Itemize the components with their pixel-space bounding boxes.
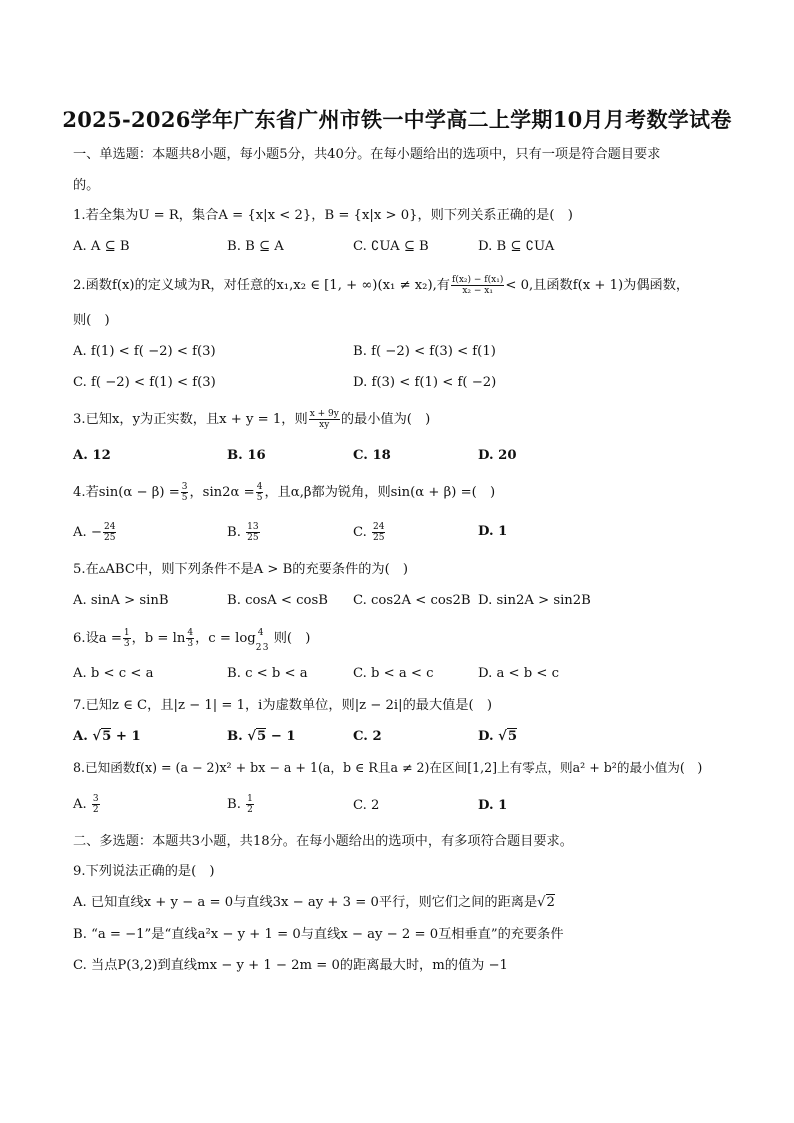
fraction-denominator: 2 — [247, 805, 253, 815]
question-8-option-b — [227, 794, 255, 815]
question-7-option-c: C. 2 — [353, 729, 382, 744]
question-8-option-a — [73, 794, 101, 815]
question-2-stem — [73, 275, 689, 296]
fraction-denominator: 25 — [373, 533, 385, 543]
question-3-fraction — [309, 409, 340, 430]
question-3-stem-part-a: 3.已知x，y为正实数，且x + y = 1，则 — [73, 412, 308, 427]
question-7-option-b: B. √5 − 1 — [227, 729, 296, 744]
question-2-stem-part-b: < 0,且函数f(x + 1)为偶函数， — [505, 278, 690, 293]
question-9-stem: 9.下列说法正确的是( ) — [73, 864, 215, 879]
question-7-option-d: D. √5 — [478, 729, 518, 744]
question-1-option-c: C. ∁UA ⊆ B — [353, 239, 429, 254]
question-2-option-b: B. f( −2) < f(3) < f(1) — [353, 344, 496, 359]
fraction-numerator: 4 — [187, 628, 194, 638]
question-3-stem-part-b: 的最小值为( ) — [340, 412, 431, 427]
question-2-option-c: C. f( −2) < f(1) < f(3) — [73, 375, 216, 390]
option-prefix: D. — [478, 729, 499, 744]
question-8-stem: 8.已知函数f(x) = (a − 2)x² + bx − a + 1(a，b ∈ R且a ≠ 2)在区间[1,2]上有零点，则a² + b²的最小值为( ) — [73, 760, 703, 775]
section-single-choice-heading-cont: 的。 — [73, 178, 100, 193]
question-5-stem: 5.在▵ABC中，则下列条件不是A > B的充要条件的为( ) — [73, 562, 409, 577]
radicand: 2 — [546, 895, 555, 910]
option-prefix: B. — [227, 525, 241, 540]
option-text: A. 已知直线x + y − a = 0与直线3x − ay + 3 = 0平行，则它们之间的距离是 — [73, 895, 538, 910]
question-1-option-a: A. A ⊆ B — [73, 239, 130, 254]
fraction-denominator: 2 — [92, 805, 99, 815]
log-den: 3 — [262, 642, 269, 653]
option-fraction — [372, 522, 385, 543]
question-2-stem-part-a: 2.函数f(x)的定义域为R，对任意的x₁,x₂ ∈ [1, + ∞)(x₁ ≠ x₂),有 — [73, 278, 450, 293]
question-5-option-d: D. sin2A > sin2B — [478, 593, 591, 608]
question-9-option-c: C. 当点P(3,2)到直线mx − y + 1 − 2m = 0的距离最大时，m的值为 −1 — [73, 958, 508, 973]
fraction-numerator: 4 — [256, 482, 263, 492]
question-6-option-b: B. c < b < a — [227, 666, 308, 681]
question-6-fraction-2 — [186, 628, 194, 649]
question-3-option-b: B. 16 — [227, 448, 266, 463]
question-2-fraction — [451, 275, 504, 296]
question-6-stem — [73, 627, 311, 653]
fraction-denominator: 5 — [256, 493, 263, 503]
fraction-numerator: x + 9y — [309, 409, 339, 419]
fraction-denominator: 25 — [247, 533, 259, 543]
log-sup-num: 4 — [257, 627, 264, 638]
fraction-denominator: 3 — [123, 639, 130, 649]
section-multi-choice-heading: 二、多选题：本题共3小题，共18分。在每小题给出的选项中，有多项符合题目要求。 — [73, 834, 573, 849]
question-1-option-b: B. B ⊆ A — [227, 239, 284, 254]
fraction-denominator: xy — [319, 420, 330, 430]
question-4-fraction-1 — [181, 482, 189, 503]
question-4-stem-part-b: ，sin2α = — [189, 485, 255, 500]
question-6-stem-part-b: ，b = ln — [131, 631, 186, 646]
log-base: 2 — [255, 642, 262, 653]
option-fraction — [246, 522, 259, 543]
section-single-choice-heading: 一、单选题：本题共8小题，每小题5分，共40分。在每小题给出的选项中，只有一项是符合题目要求 — [73, 147, 661, 162]
question-6-stem-part-c: ，c = log — [195, 631, 256, 646]
question-3-stem — [73, 409, 430, 430]
question-9-option-a: A. 已知直线x + y − a = 0与直线3x − ay + 3 = 0平行，则它们之间的距离是√2 — [73, 895, 555, 910]
question-9-option-b: B. “a = −1”是“直线a²x − y + 1 = 0与直线x − ay − 2 = 0互相垂直”的充要条件 — [73, 927, 564, 942]
option-prefix: B. — [227, 797, 241, 812]
question-6-stem-part-d: 则( ) — [273, 631, 311, 646]
question-3-option-c: C. 18 — [353, 448, 391, 463]
fraction-denominator: 25 — [103, 533, 116, 543]
fraction-numerator: 1 — [247, 794, 253, 804]
question-4-option-b — [227, 522, 261, 543]
radicand: 5 — [102, 729, 112, 744]
question-1-option-d: D. B ⊆ ∁UA — [478, 239, 555, 254]
fraction-numerator: 3 — [181, 482, 188, 492]
question-7-stem: 7.已知z ∈ C，且|z − 1| = 1，i为虚数单位，则|z − 2i|的最大值是( ) — [73, 698, 493, 713]
option-prefix: A. − — [73, 525, 102, 540]
radicand: 5 — [257, 729, 267, 744]
question-4-option-a — [73, 522, 117, 543]
question-5-option-a: A. sinA > sinB — [73, 593, 169, 608]
question-8-option-c: C. 2 — [353, 798, 380, 813]
fraction-numerator: 3 — [92, 794, 99, 804]
fraction-denominator: 3 — [187, 639, 194, 649]
option-prefix: C. — [353, 525, 367, 540]
option-prefix: B. — [227, 729, 248, 744]
question-6-option-d: D. a < b < c — [478, 666, 560, 681]
fraction-numerator: 24 — [103, 522, 116, 532]
fraction-numerator: 1 — [123, 628, 130, 638]
question-3-option-a: A. 12 — [73, 448, 111, 463]
fraction-numerator: 13 — [247, 522, 259, 532]
question-4-stem-part-c: ，且α,β都为锐角，则sin(α + β) =( ) — [264, 485, 496, 500]
option-prefix: A. — [73, 797, 87, 812]
question-4-fraction-2 — [256, 482, 264, 503]
question-4-stem — [73, 482, 495, 503]
question-6-option-c: C. b < a < c — [353, 666, 434, 681]
question-6-log-sub — [255, 627, 274, 653]
option-prefix: A. — [73, 729, 93, 744]
question-4-option-c — [353, 522, 386, 543]
option-fraction — [103, 522, 116, 543]
question-2-stem-cont: 则( ) — [73, 313, 110, 328]
question-3-option-d: D. 20 — [478, 448, 517, 463]
question-2-option-d: D. f(3) < f(1) < f( −2) — [353, 375, 497, 390]
option-suffix: + 1 — [111, 729, 141, 744]
fraction-denominator: 5 — [181, 493, 188, 503]
option-fraction — [92, 794, 100, 815]
option-suffix: − 1 — [266, 729, 296, 744]
exam-title: 2025-2026学年广东省广州市铁一中学高二上学期10月月考数学试卷 — [62, 107, 732, 132]
question-7-option-a: A. √5 + 1 — [73, 729, 141, 744]
radicand: 5 — [507, 729, 518, 744]
question-4-option-d: D. 1 — [478, 524, 508, 539]
question-2-option-a: A. f(1) < f( −2) < f(3) — [73, 344, 216, 359]
question-8-option-d: D. 1 — [478, 798, 508, 813]
question-6-fraction-1 — [123, 628, 131, 649]
question-4-stem-part-a: 4.若sin(α − β) = — [73, 485, 180, 500]
question-5-option-c: C. cos2A < cos2B — [353, 593, 471, 608]
question-1-stem: 1.若全集为U = R，集合A = {x|x < 2}，B = {x|x > 0}，则下列关系正确的是( ) — [73, 208, 573, 223]
fraction-numerator: 24 — [373, 522, 385, 532]
question-6-option-a: A. b < c < a — [73, 666, 154, 681]
question-6-stem-part-a: 6.设a = — [73, 631, 122, 646]
option-fraction — [246, 794, 254, 815]
fraction-numerator: f(x₂) − f(x₁) — [452, 275, 504, 285]
fraction-denominator: x₂ − x₁ — [462, 286, 493, 296]
question-5-option-b: B. cosA < cosB — [227, 593, 328, 608]
